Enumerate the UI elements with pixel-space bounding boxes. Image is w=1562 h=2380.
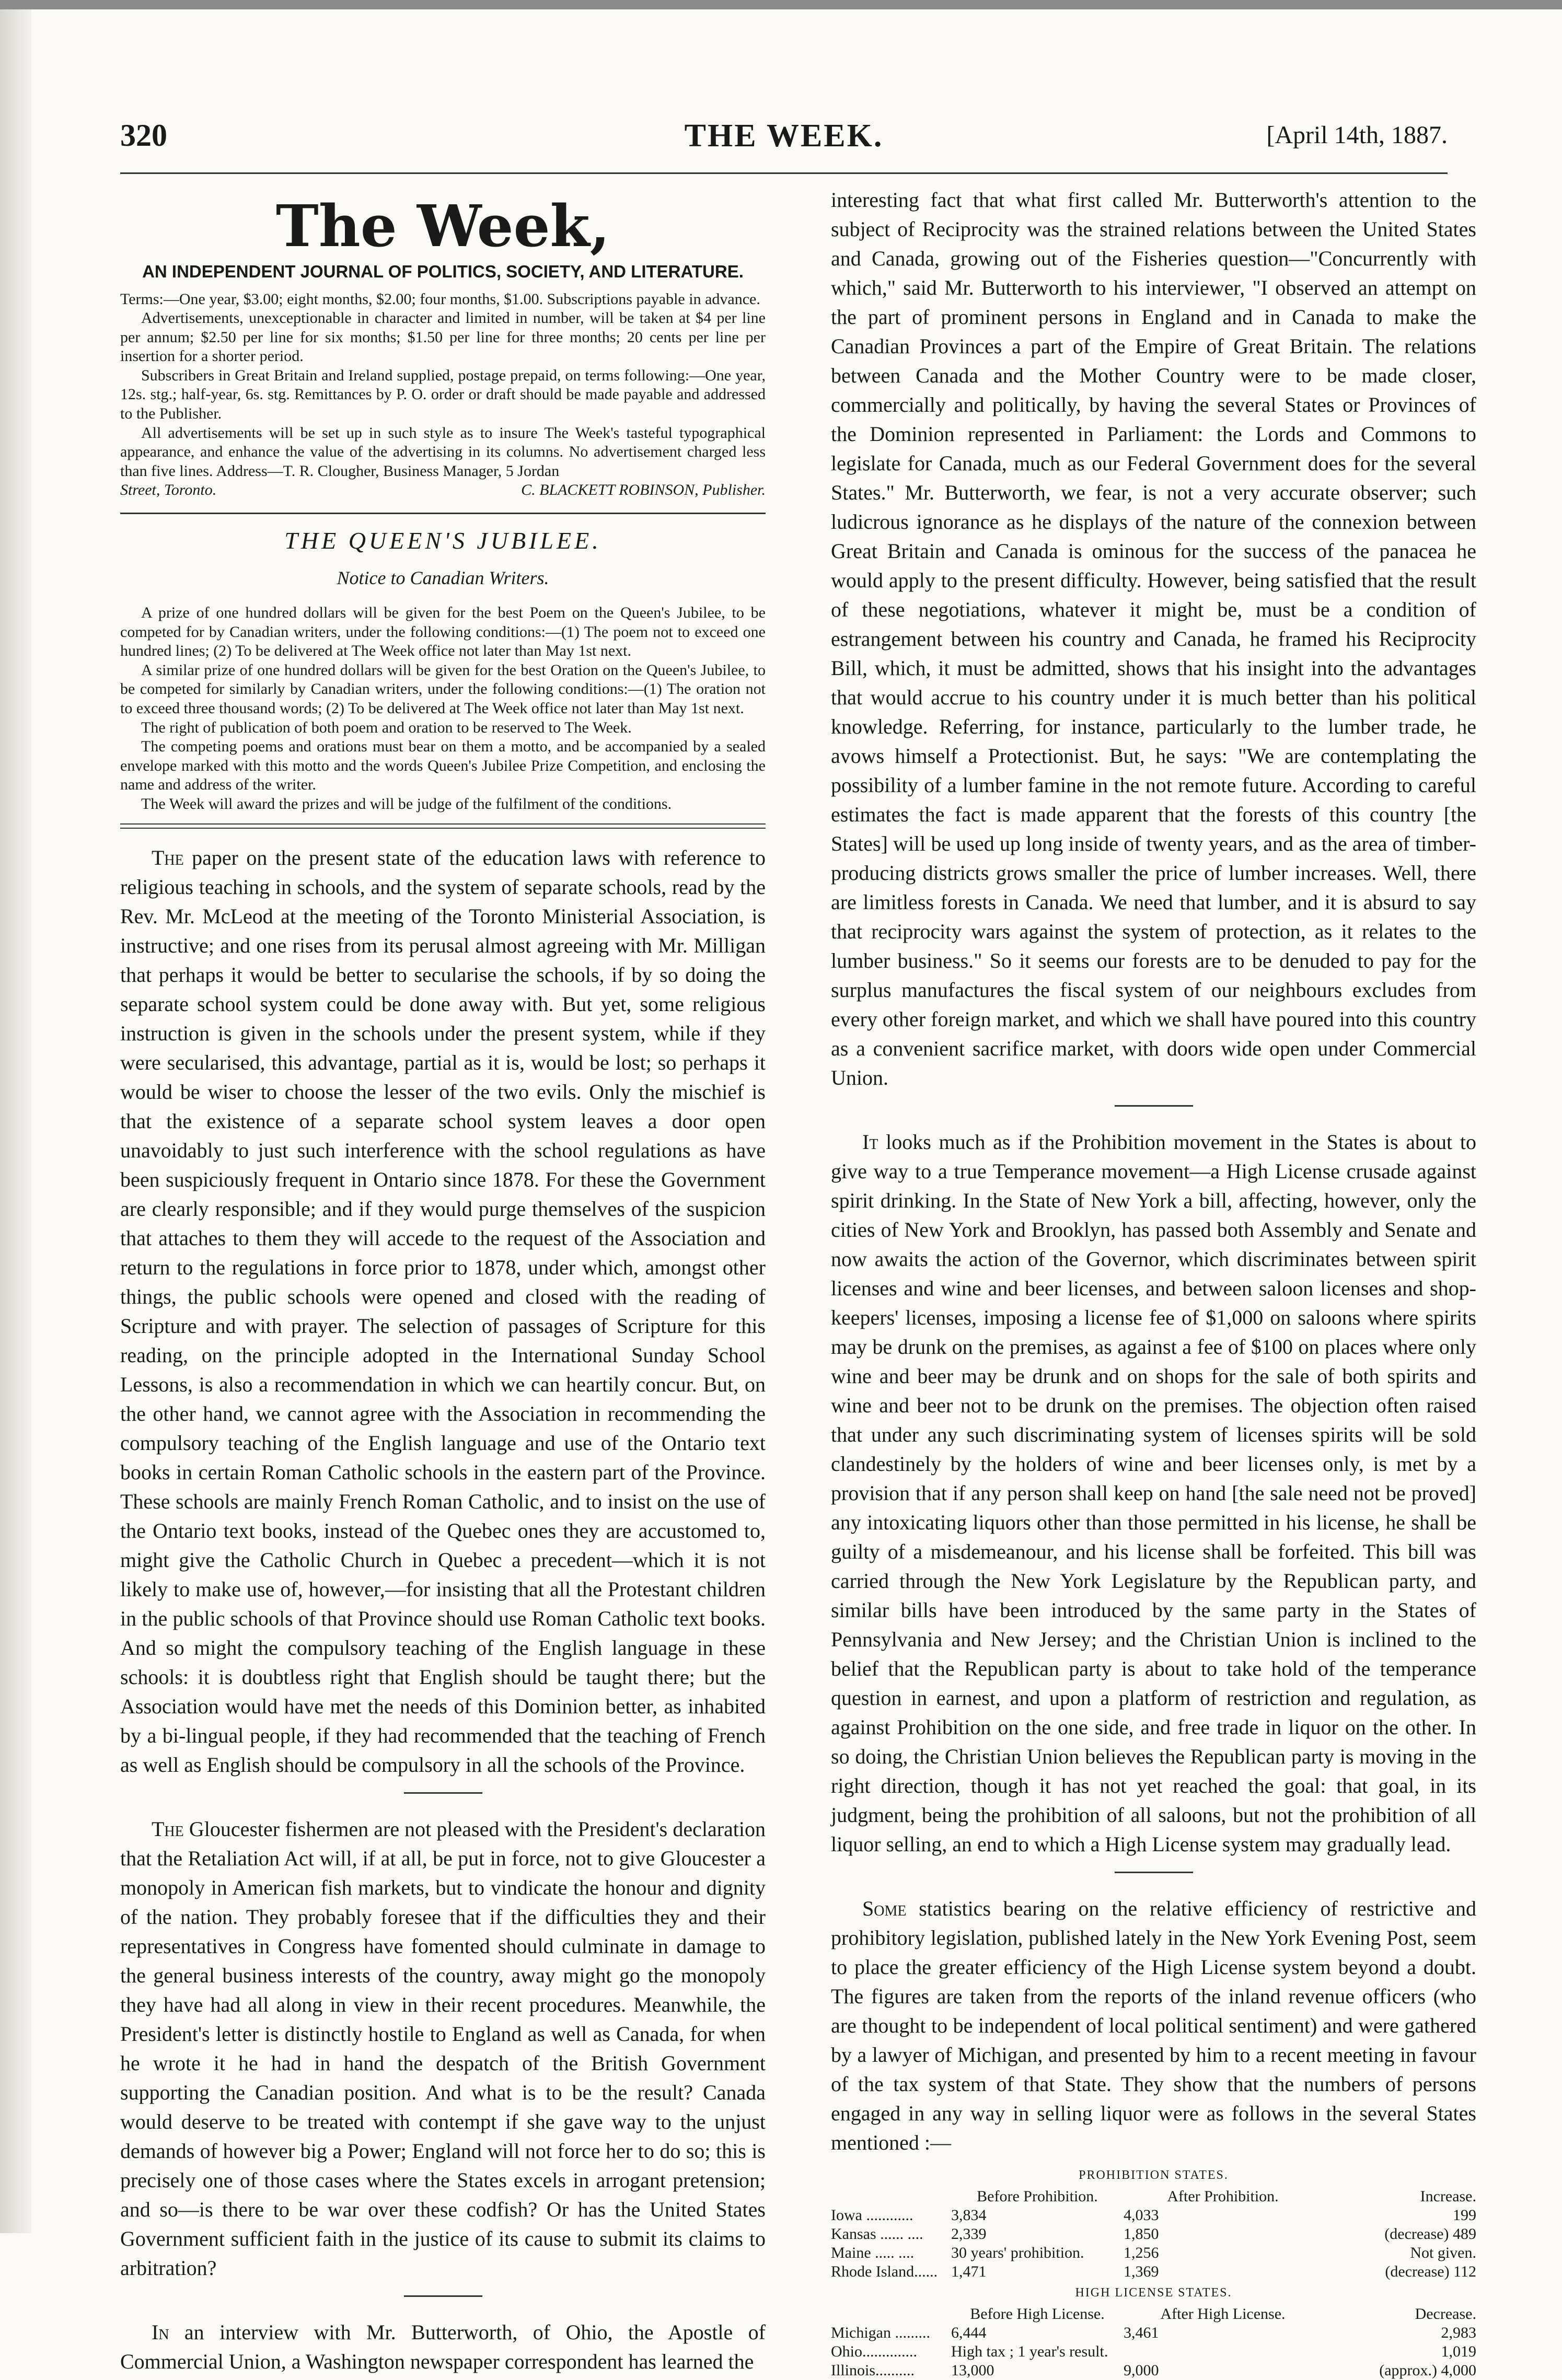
article-prohibition — [831, 1128, 1476, 1859]
table-cell: 1,850 — [1124, 2225, 1159, 2243]
page-number: 320 — [120, 118, 167, 153]
header-cell: After Prohibition. — [1167, 2187, 1279, 2205]
table-cell: Kansas ...... .... — [831, 2225, 923, 2243]
table-caption: HIGH LICENSE STATES. — [1075, 2285, 1232, 2300]
lead-word: The — [152, 845, 184, 869]
notice-paragraph: A similar prize of one hundred dollars will be given for the best Oration on the Queen's Jubilee, to be competed for similarly by Canadian writers, under the following conditions:—(1) The oration not to exceed three thousand words; (2) To be delivered at The Week office not later than May 1st next. — [120, 661, 766, 717]
jubilee-notice — [120, 603, 766, 814]
prohibition-table — [831, 2168, 1476, 2380]
article-butterworth-continued: interesting fact that what first called Mr. Butterworth's attention to the subject of Reciprocity was the strained relations between the United States and Canada, growing out of the Fisheries question—"Concurrently with which," said Mr. Butterworth to his interviewer, "I observed an attempt on the part of prominent persons in England and in Canada to make the Canadian Provinces a part of the Empire of Great Britain. The relations between Canada and the Mother Country were to be made closer, commercially and politically, by having the several States or Provinces of the Dominion represented in Parliament: the Lords and Commons to legislate for Canada, much as our Federal Government does for the several States." Mr. Butterworth, we fear, is not a very accurate observer; such ludicrous ignorance as he displays of the nature of the connexion between Great Britain and Canada is ominous for the success of the panacea he would apply to the present difficulty. However, being satisfied that the result of these negotiations, whatever it might be, must be a condition of estrangement between his country and Canada, he framed his Reciprocity Bill, which, it must be admitted, shows that his insight into the advantages that would accrue to his country under it is much better than his political knowledge. Referring, for instance, particularly to the lumber trade, he avows himself a Protectionist. But, he says: "We are contemplating the possibility of a lumber famine in the not remote future. According to careful estimates the fact is made apparent that the forests of this country [the States] will be used up long inside of twenty years, and as the area of timber-producing districts grows smaller the price of lumber increases. Well, there are limitless forests in Canada. We need that lumber, and it is absurd to say that reciprocity wars against the system of protection, as it relates to the lumber business." So it seems our forests are to be denuded to pay for the surplus manufactures the fiscal system of our neighbours excludes from every other foreign market, and which we shall have poured into this country as a convenient sacrifice market, with doors wide open under Commercial Union. — [831, 188, 1476, 1089]
article-text: looks much as if the Prohibition movement in the States is about to give way to a true Temperance movement—a High License crusade against spirit drinking. In the State of New York a bill, affecting, however, only the cities of New York and Brooklyn, has passed both Assembly and Senate and now awaits the action of the Governor, which discriminates between spirit licenses and wine and beer licenses, and between saloon licenses and shop-keepers' licenses, imposing a license fee of $1,000 on saloons where spirits may be drunk on the premises, as against a fee of $100 on places where only wine and beer may be drunk and on shops for the sale of both spirits and wine and beer not to be drunk on the premises. The objection often raised that under any such discriminating system of licenses spirits will be sold clandestinely by the holders of wine and beer licenses only, is met by a provision that if any person shall keep on hand [the sale need not be proved] any intoxicating liquors other than those permitted in his license, he shall be guilty of a misdemeanour, and his license shall be forfeited. This bill was carried through the New York Legislature by the Republican party, and similar bills have been introduced by the same party in the States of Pennsylvania and New Jersey; and the Christian Union is inclined to the belief that the Republican party is about to take hold of the temperance question in earnest, and upon a platform of restriction and regulation, as against Prohibition on the one side, and free trade in liquor on the other. In so doing, the Christian Union believes the Republican party is moving in the right direction, though it has not yet reached the goal: that goal, in its judgment, being the prohibition of all saloons, but not the prohibition of all liquor selling, an end to which a High License system may gradually lead. — [831, 1130, 1476, 1856]
double-rule — [120, 823, 766, 829]
article-butterworth — [120, 2318, 766, 2376]
issue-date: [April 14th, 1887. — [1266, 121, 1448, 149]
table-row — [831, 2262, 1476, 2281]
notice-paragraph: The right of publication of both poem and oration to be reserved to The Week. — [141, 718, 632, 736]
table-cell: 9,000 — [1124, 2361, 1159, 2379]
address-street: Street, Toronto. — [120, 481, 217, 499]
table-row — [831, 2324, 1476, 2342]
table-row — [831, 2244, 1476, 2262]
article-text: an interview with Mr. Butterworth, of Ohio, the Apostle of Commercial Union, a Washington newspaper correspondent has learned the — [120, 2320, 766, 2373]
table-row — [831, 2361, 1476, 2380]
table-cell: 199 — [1453, 2206, 1476, 2224]
article-separator — [1115, 1872, 1193, 1873]
table-cell: Not given. — [1410, 2244, 1476, 2261]
left-column — [120, 185, 766, 2376]
table-header-row — [831, 2187, 1476, 2206]
subscription-terms — [120, 290, 766, 501]
terms-line: Terms:—One year, $3.00; eight months, $2.00; four months, $1.00. Subscriptions payable in advance. — [120, 290, 760, 308]
table-cell — [1124, 2342, 1322, 2361]
header-cell: Decrease. — [1415, 2305, 1476, 2323]
table-cell: High tax ; 1 year's result. — [951, 2342, 1108, 2360]
running-title: THE WEEK. — [684, 118, 884, 154]
table-caption: PROHIBITION STATES. — [1079, 2168, 1229, 2182]
notice-paragraph: The Week will award the prizes and will be judge of the fulfilment of the conditions. — [141, 795, 672, 812]
article-text: Gloucester fishermen are not pleased with the President's declaration that the Retaliation Act will, if at all, be put in force, not to give Gloucester a monopoly in American fish markets, but to vindicate the honour and dignity of the nation. They probably foresee that if the difficulties they and their representatives in Congress have fomented should culminate in damage to the general business interests of the country, away might go the monopoly they have had all along in view in their recent procedures. Meanwhile, the President's letter is distinctly hostile to England as well as Canada, for when he wrote it he had in hand the despatch of the British Government supporting the Canadian position. And what is to be the result? Canada would deserve to be treated with contempt if she gave way to the unjust demands of however big a Power; England will not force her to do so; this is precisely one of those cases where the States excels in arrogant pretension; and so—is there to be war over these codfish? Or has the United States Government sufficient faith in the justice of its cause to submit its claims to arbitration? — [120, 1817, 766, 2280]
table-cell: Ohio.............. — [831, 2342, 917, 2360]
header-cell — [831, 2187, 951, 2206]
table-cell: 1,369 — [1124, 2262, 1159, 2280]
table-cell: 2,339 — [951, 2225, 987, 2243]
lead-word: In — [152, 2320, 169, 2344]
masthead-title: The Week, — [275, 192, 610, 260]
table-header-row — [831, 2305, 1476, 2324]
table-cell: 13,000 — [951, 2361, 994, 2379]
lead-word: The — [152, 1817, 184, 1841]
table-cell: Rhode Island...... — [831, 2262, 938, 2280]
table-cell: 3,461 — [1124, 2324, 1159, 2341]
publisher-name: C. BLACKETT ROBINSON, Publisher. — [521, 481, 766, 499]
notice-paragraph: A prize of one hundred dollars will be given for the best Poem on the Queen's Jubilee, to be competed for by Canadian writers, under the following conditions:—(1) The poem not to exceed one hundred lines; (2) To be delivered at The Week office not later than May 1st next. — [120, 604, 766, 660]
table-cell: 3,834 — [951, 2206, 987, 2224]
terms-line: Subscribers in Great Britain and Ireland supplied, postage prepaid, on terms following:—One year, 12s. stg.; half-year, 6s. stg. Remittances by P. O. order or draft should be made payable and addressed to the Publisher. — [120, 366, 766, 423]
page-edge — [0, 0, 31, 2233]
article-education — [120, 843, 766, 1780]
header-cell: Before High License. — [970, 2305, 1105, 2323]
jubilee-subheading: Notice to Canadian Writers. — [337, 567, 549, 589]
article-gloucester — [120, 1815, 766, 2283]
table-row — [831, 2342, 1476, 2361]
article-separator — [404, 1792, 482, 1794]
jubilee-heading: THE QUEEN'S JUBILEE. — [284, 527, 601, 554]
table-cell: 2,983 — [1441, 2324, 1476, 2341]
table-cell: (approx.) 4,000 — [1379, 2361, 1476, 2379]
table-cell: Iowa ............ — [831, 2206, 913, 2224]
publisher-address — [120, 481, 766, 500]
table-cell: Illinois.......... — [831, 2361, 915, 2379]
table-cell: Michigan ......... — [831, 2324, 930, 2341]
article-statistics — [831, 1894, 1476, 2157]
page-header — [120, 118, 1448, 154]
header-cell — [831, 2305, 951, 2324]
article-text: statistics bearing on the relative efficiency of restrictive and prohibitory legislation, published lately in the New York Evening Post, seem to place the greater efficiency of the High License system beyond a doubt. The figures are taken from the reports of the inland revenue officers (who are thought to be independent of local political sentiment) and were gathered by a lawyer of Michigan, and presented by him to a recent meeting in favour of the tax system of that State. They show that the numbers of persons engaged in any way in selling liquor were as follows in the several States mentioned :— — [831, 1897, 1476, 2154]
table-cell: Maine ..... .... — [831, 2244, 915, 2261]
right-column — [831, 185, 1476, 2380]
header-rule — [120, 172, 1448, 174]
table-row — [831, 2206, 1476, 2225]
table-cell: 4,033 — [1124, 2206, 1159, 2224]
table-cell: 1,471 — [951, 2262, 987, 2280]
table-cell: (decrease) 489 — [1384, 2225, 1476, 2243]
table-row — [831, 2225, 1476, 2244]
table-cell: (decrease) 112 — [1385, 2262, 1476, 2280]
masthead-subtitle: AN INDEPENDENT JOURNAL OF POLITICS, SOCIETY, AND LITERATURE. — [142, 261, 744, 281]
table-cell: 30 years' prohibition. — [951, 2244, 1084, 2261]
top-border — [0, 0, 1562, 9]
article-text: paper on the present state of the education laws with reference to religious teaching in schools, and the system of separate schools, read by the Rev. Mr. McLeod at the meeting of the Toronto Ministerial Association, is instructive; and one rises from its perusal almost agreeing with Mr. Milligan that perhaps it would be better to secularise the schools, if by so doing the separate school system could be done away with. But yet, some religious instruction is given in the schools under the present system, while if they were secularised, this advantage, partial as it is, would be lost; so perhaps it would be wiser to choose the lesser of the two evils. Only the mischief is that the existence of a separate school system leaves a door open unavoidably to just such interference with the school regulations as have been suspiciously frequent in Ontario since 1878. For these the Government are clearly responsible; and if they would purge themselves of the suspicion that attaches to them they will accede to the request of the Association and return to the regulations in force prior to 1878, under which, amongst other things, the public schools were opened and closed with the reading of Scripture and with prayer. The selection of passages of Scripture for this reading, on the principle adopted in the International Sunday School Lessons, is also a recommendation in which we can heartily concur. But, on the other hand, we cannot agree with the Association in recommending the compulsory teaching of the English language and use of the Ontario text books in certain Roman Catholic schools in the eastern part of the Province. These schools are mainly French Roman Catholic, and to insist on the use of the Ontario text books, instead of the Quebec ones they are accustomed to, might give the Catholic Church in Quebec a precedent—which it is not likely to make use of, however,—for insisting that all the Protestant children in the public schools of that Province should use Roman Catholic text books. And so might the compulsory teaching of the English language in these schools: it is doubtless right that English should be taught there; but the Association would have met the needs of this Dominion better, as inhabited by a bi-lingual people, if they had recommended that the teaching of French as well as English should be compulsory in all the schools of the Province. — [120, 845, 766, 1777]
table-cell: 1,256 — [1124, 2244, 1159, 2261]
lead-word: It — [862, 1130, 878, 1154]
header-cell: Increase. — [1420, 2187, 1476, 2205]
header-cell: Before Prohibition. — [977, 2187, 1098, 2205]
terms-line: All advertisements will be set up in such style as to insure The Week's tasteful typographical appearance, and enhance the value of the advertising in its columns. No advertisement charged less than five lines. Address—T. R. Clougher, Business Manager, 5 Jordan — [120, 424, 766, 480]
section-rule — [120, 513, 766, 514]
article-separator — [404, 2295, 482, 2297]
terms-line: Advertisements, unexceptionable in character and limited in number, will be taken at $4 per line per annum; $2.50 per line for six months; $1.50 per line for three months; 20 cents per line per insertion for a shorter period. — [120, 309, 766, 365]
header-cell: After High License. — [1160, 2305, 1286, 2323]
table-cell: 1,019 — [1441, 2342, 1476, 2360]
lead-word: Some — [862, 1897, 907, 1920]
notice-paragraph: The competing poems and orations must bear on them a motto, and be accompanied by a sealed envelope marked with this motto and the words Queen's Jubilee Prize Competition, and enclosing the name and address of the writer. — [120, 738, 766, 794]
article-separator — [1115, 1105, 1193, 1107]
table-cell: 6,444 — [951, 2324, 987, 2341]
